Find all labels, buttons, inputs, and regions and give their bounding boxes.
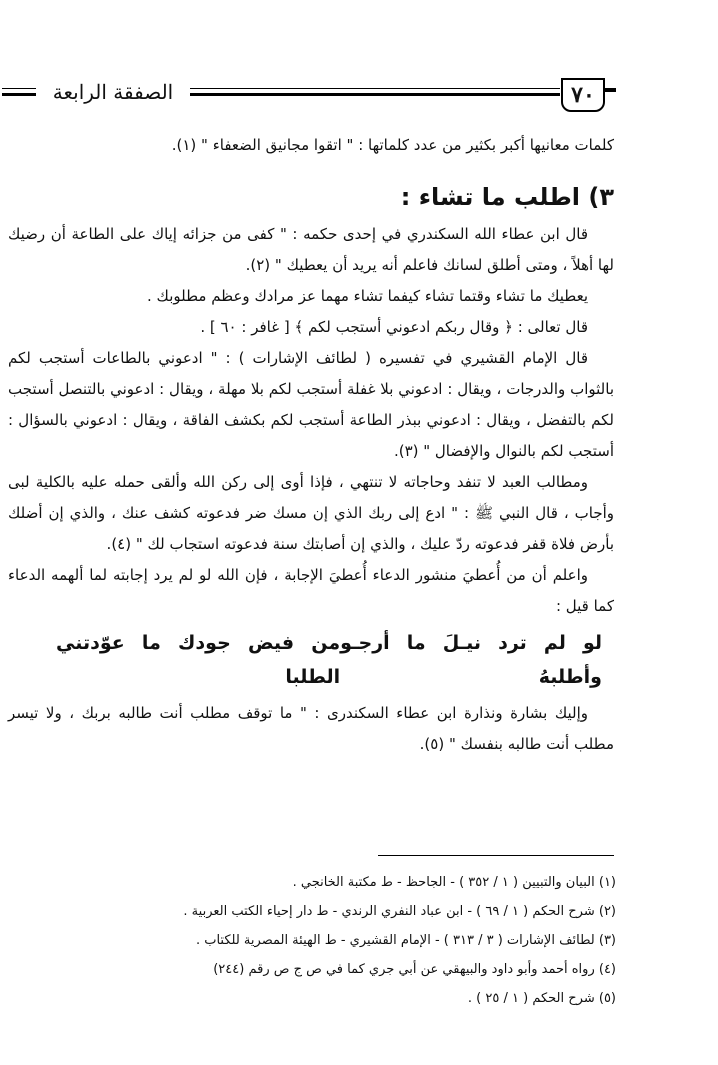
footnote: (١) البيان والتبيين ( ١ / ٣٥٢ ) - الجاحظ - ط مكتبة الخانجي . bbox=[292, 875, 616, 890]
paragraph: ومطالب العبد لا تنفد وحاجاته لا تنتهي ، فإذا أوى إلى ركن الله وألقى حمله عليه بالكلية لبى وأجاب ، قال النبي ﷺ : " ادع إلى ربك الذي إن مسك ضر فدعوته كشف عنك ، والذي إن أضلك بأرض فلاة قفر فدعوته ردّ عليك ، والذي إن أصابتك سنة فدعوته استجاب لك " (٤). bbox=[8, 473, 614, 553]
footnote: (٥) شرح الحكم ( ١ / ٢٥ ) . bbox=[467, 991, 616, 1006]
paragraph: كلمات معانيها أكبر بكثير من عدد كلماتها : " اتقوا مجانيق الضعفاء " (١). bbox=[171, 136, 614, 154]
header-rule bbox=[2, 88, 36, 89]
footnotes bbox=[20, 868, 616, 1013]
paragraph: قال الإمام القشيري في تفسيره ( لطائف الإشارات ) : " ادعوني بالطاعات أستجب لكم بالثواب والدرجات ، ويقال : ادعوني بلا غفلة أستجب لكم بلا مهلة ، ويقال : ادعوني بالتنصل أستجب لكم بالتفضل ، ويقال : ادعوني ببذر الطاعة أستجب لكم بكشف الفاقة ، ويقال : ادعوني بالسؤال : أستجب لكم بالنوال والإفضال " (٣). bbox=[8, 349, 614, 460]
section-heading: ٣) اطلب ما تشاء : bbox=[400, 183, 614, 211]
verse-first-hemistich: لو لم ترد نيـلَ ما أرجـو وأطلبهُ bbox=[340, 632, 602, 688]
footnote: (٤) رواه أحمد وأبو داود والبيهقي عن أبي جري كما في ص ج ص رقم (٢٤٤) bbox=[213, 962, 616, 977]
page-header bbox=[0, 78, 718, 118]
main-text bbox=[8, 130, 614, 760]
quran-verse: قال تعالى : ﴿ وقال ربكم ادعوني أستجب لكم ﴾ [ غافر : ٦٠ ] . bbox=[200, 318, 588, 336]
paragraph: يعطيك ما تشاء وقتما تشاء كيفما تشاء مهما عز مرادك وعظم مطلوبك . bbox=[147, 287, 588, 305]
verse-second-hemistich: من فيض جودك ما عوّدتني الطلبا bbox=[56, 632, 341, 688]
footnote: (٣) لطائف الإشارات ( ٣ / ٣١٣ ) - الإمام القشيري - ط الهيئة المصرية للكتاب . bbox=[195, 933, 616, 948]
footnote-separator bbox=[378, 855, 614, 856]
running-title: الصفقة الرابعة bbox=[52, 80, 174, 104]
paragraph: واعلم أن من أُعطيَ منشور الدعاء أُعطيَ الإجابة ، فإن الله لو لم يرد إجابته لما ألهمه الدعاء كما قيل : bbox=[8, 566, 614, 615]
footnote: (٢) شرح الحكم ( ١ / ٦٩ ) - ابن عباد النفري الرندي - ط دار إحياء الكتب العربية . bbox=[183, 904, 616, 919]
paragraph: وإليك بشارة ونذارة ابن عطاء السكندرى : " ما توقف مطلب أنت طالبه بربك ، ولا تيسر مطلب أنت طالبه بنفسك " (٥). bbox=[8, 704, 614, 753]
header-rule bbox=[190, 88, 560, 89]
paragraph: قال ابن عطاء الله السكندري في إحدى حكمه : " كفى من جزائه إياك على الطاعة أن رضيك لها أهلاً ، ومتى أطلق لسانك فاعلم أنه يريد أن يعطيك " (٢). bbox=[8, 225, 614, 274]
poem-verse bbox=[8, 622, 614, 698]
page-number: ٧٠ bbox=[561, 78, 605, 112]
header-rule bbox=[2, 93, 36, 96]
header-rule bbox=[604, 88, 616, 92]
header-rule bbox=[190, 93, 560, 96]
